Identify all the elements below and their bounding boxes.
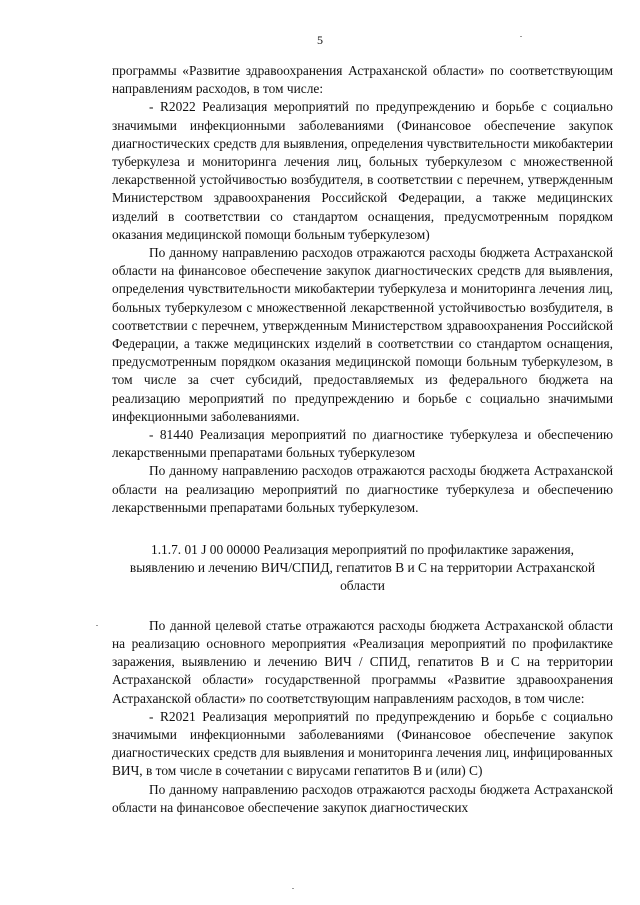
paragraph-r2021-item: - R2021 Реализация мероприятий по предупреждению и борьбе с социально значимыми инфекционными заболеваниями (Финансовое обеспечение закупок диагностических средств для выявления и мониторинга лечения лиц, инфицированных ВИЧ, в том числе в сочетании с вирусами гепатитов В и (или) С)	[112, 708, 613, 779]
scan-speck	[520, 36, 522, 37]
paragraph-section-intro: По данной целевой статье отражаются расходы бюджета Астраханской области на реализацию основного мероприятия «Реализация мероприятий по профилактике заражения, выявлению и лечению ВИЧ / СПИД, гепатитов В и С на территории Астраханской области» государственной программы «Развитие здравоохранения Астраханской области» по соответствующим направлениям расходов, в том числе:	[112, 617, 613, 706]
scan-speck	[96, 625, 98, 626]
section-heading: 1.1.7. 01 J 00 00000 Реализация мероприятий по профилактике заражения, выявлению и лечению ВИЧ/СПИД, гепатитов В и С на территории Астраханской области	[129, 542, 596, 594]
scan-speck	[292, 888, 294, 889]
paragraph-81440-description: По данному направлению расходов отражаются расходы бюджета Астраханской области на реализацию мероприятий по диагностике туберкулеза и обеспечению лекарственными препаратами больных туберкулезом.	[112, 463, 613, 515]
paragraph-r2022-description: По данному направлению расходов отражаются расходы бюджета Астраханской области на финансовое обеспечение закупок диагностических средств для выявления, определения чувствительности микобактерии туберкулеза и мониторинга лечения лиц, больных туберкулезом с множественной лекарственной устойчивостью возбудителя, в соответствии с перечнем, утвержденным Министерством здравоохранения Российской Федерации, а также медицинских изделий в соответствии со стандартом оснащения, предусмотренным порядком оказания медицинской помощи больным туберкулезом, в том числе за счет субсидий, предоставляемых из федерального бюджета на реализацию мероприятий по предупреждению и борьбе с социально значимыми инфекционными заболеваниями.	[112, 245, 613, 424]
paragraph-r2022-item: - R2022 Реализация мероприятий по предупреждению и борьбе с социально значимыми инфекционными заболеваниями (Финансовое обеспечение закупок диагностических средств для выявления, определения чувствительности микобактерии туберкулеза и мониторинга лечения лиц, больных туберкулезом с множественной лекарственной устойчивостью возбудителя, в соответствии с перечнем, утвержденным Министерством здравоохранения Российской Федерации, а также медицинских изделий в соответствии со стандартом оснащения, предусмотренным порядком оказания медицинской помощи больным туберкулезом)	[112, 99, 613, 242]
page-number: 5	[317, 33, 323, 47]
document-body	[112, 62, 613, 817]
paragraph-r2021-description: По данному направлению расходов отражаются расходы бюджета Астраханской области на финансовое обеспечение закупок диагностических	[112, 781, 613, 815]
paragraph-81440-item: - 81440 Реализация мероприятий по диагностике туберкулеза и обеспечению лекарственными препаратами больных туберкулезом	[112, 427, 613, 461]
paragraph-program-continuation: программы «Развитие здравоохранения Астраханской области» по соответствующим направлениям расходов, в том числе:	[112, 63, 613, 97]
